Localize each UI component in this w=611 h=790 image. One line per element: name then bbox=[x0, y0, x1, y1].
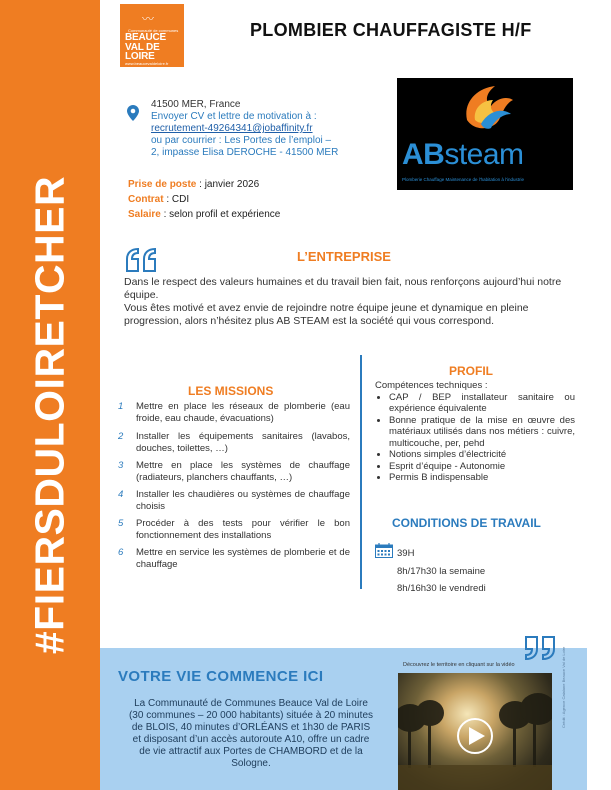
start-value: : janvier 2026 bbox=[196, 179, 260, 190]
entreprise-paragraph-2: Vous êtes motivé et avez envie de rejoindre notre équipe jeune et dynamique en pleine progression, alors n’hésitez plus AB STEAM est la société qui vous correspond. bbox=[124, 302, 529, 327]
calendar-icon bbox=[375, 543, 393, 558]
sidebar bbox=[0, 0, 100, 790]
profil-block bbox=[375, 380, 575, 484]
contract-row bbox=[128, 194, 189, 205]
mission-text: Procéder à des tests pour vérifier le bon fonctionnement des installations bbox=[136, 518, 350, 541]
contact-city: 41500 MER, France bbox=[151, 99, 241, 110]
contact-line2: ou par courrier : Les Portes de l’emploi – bbox=[151, 135, 332, 146]
conditions-hours: 39H bbox=[397, 548, 415, 559]
bird-icon: 〰 bbox=[142, 12, 155, 26]
absteam-wordmark bbox=[402, 138, 524, 172]
absteam-steam: steam bbox=[444, 138, 524, 171]
absteam-ab: AB bbox=[402, 138, 445, 171]
territory-video[interactable] bbox=[398, 673, 552, 790]
logo-name bbox=[125, 33, 166, 62]
salary-value: : selon profil et expérience bbox=[160, 209, 281, 220]
mission-number: 2 bbox=[118, 431, 124, 442]
start-date-row bbox=[128, 179, 259, 190]
mission-number: 4 bbox=[118, 489, 124, 500]
logo-line1: BEAUCE bbox=[125, 32, 167, 43]
conditions-friday: 8h/16h30 le vendredi bbox=[397, 583, 486, 594]
absteam-logo bbox=[397, 78, 573, 190]
logo-url: www.beaucevaldeloire.fr bbox=[125, 61, 169, 66]
mission-number: 1 bbox=[118, 401, 124, 412]
logo-small-text: Communauté de communes bbox=[128, 28, 179, 33]
mission-number: 5 bbox=[118, 518, 124, 529]
location-pin-icon bbox=[127, 105, 139, 121]
profil-item: • Notions simples d’électricité bbox=[389, 449, 575, 461]
conditions-title: CONDITIONS DE TRAVAIL bbox=[392, 516, 541, 530]
mission-item bbox=[118, 460, 350, 483]
mission-item bbox=[118, 489, 350, 512]
start-label: Prise de poste bbox=[128, 179, 197, 190]
mission-text: Mettre en place les systèmes de chauffage (radiateurs, planchers chauffants, …) bbox=[136, 460, 350, 483]
video-scene bbox=[398, 673, 552, 790]
logo-line2: VAL DE bbox=[125, 41, 160, 53]
missions-title: LES MISSIONS bbox=[188, 384, 274, 398]
vie-title: VOTRE VIE COMMENCE ICI bbox=[118, 668, 324, 685]
salary-label: Salaire bbox=[128, 209, 161, 220]
hashtag-text: #FIERSDULOIRETCHER bbox=[26, 175, 73, 655]
quote-open-icon bbox=[124, 247, 160, 273]
logo-line3: LOIRE bbox=[125, 51, 155, 62]
salary-row bbox=[128, 209, 280, 220]
mission-item bbox=[118, 401, 350, 424]
bottom-banner bbox=[100, 648, 587, 790]
mission-text: Installer les équipements sanitaires (lavabos, douches, toilettes, …) bbox=[136, 431, 350, 454]
quote-close-icon bbox=[523, 635, 559, 661]
mission-item bbox=[118, 547, 350, 570]
profil-item: • Bonne pratique de la mise en œuvre des matériaux utilisés dans nos métiers : cuivre, multicouche, per, pehd bbox=[389, 415, 575, 450]
contract-value: : CDI bbox=[163, 194, 190, 205]
contract-label: Contrat bbox=[128, 194, 164, 205]
mission-number: 6 bbox=[118, 547, 124, 558]
vertical-divider bbox=[360, 355, 362, 589]
vie-text: La Communauté de Communes Beauce Val de Loire (30 communes – 20 000 habitants) située à 20 minutes de BLOIS, 40 minutes d’ORLÉANS et 1h30 de PARIS et disposant d’un accès autoroute A10, offre un cadre de vie attractif aux Portes de CHAMBORD et de la Sologne. bbox=[128, 698, 374, 769]
absteam-tagline: Plomberie Chauffage Maintenance de l'habitation à l'industrie bbox=[402, 177, 524, 182]
mission-text: Installer les chaudières ou systèmes de chauffage choisis bbox=[136, 489, 350, 512]
flame-icon bbox=[459, 80, 519, 138]
profil-item: • Permis B indispensable bbox=[389, 472, 575, 484]
profil-item: • Esprit d’équipe - Autonomie bbox=[389, 461, 575, 473]
profil-item: • CAP / BEP installateur sanitaire ou expérience équivalente bbox=[389, 392, 575, 415]
mission-number: 3 bbox=[118, 460, 124, 471]
video-credit: Crédit : Agence Catalane Beauce Val de Loire bbox=[561, 646, 566, 728]
contact-email-link[interactable]: recrutement-49264341@jobaffinity.fr bbox=[151, 123, 313, 134]
beauce-val-de-loire-logo bbox=[120, 4, 184, 67]
entreprise-text bbox=[124, 276, 576, 328]
profil-list bbox=[375, 392, 575, 484]
contact-line3: 2, impasse Elisa DEROCHE - 41500 MER bbox=[151, 147, 339, 158]
mission-text: Mettre en place les réseaux de plomberie (eau froide, eau chaude, évacuations) bbox=[136, 401, 350, 424]
mission-text: Mettre en service les systèmes de plomberie et de chauffage bbox=[136, 547, 350, 570]
conditions-week: 8h/17h30 la semaine bbox=[397, 566, 486, 577]
mission-item bbox=[118, 518, 350, 541]
contact-block bbox=[151, 99, 338, 159]
entreprise-title: L’ENTREPRISE bbox=[297, 249, 391, 264]
mission-item bbox=[118, 431, 350, 454]
profil-intro: Compétences techniques : bbox=[375, 380, 488, 391]
video-caption: Découvrez le territoire en cliquant sur la vidéo bbox=[403, 662, 515, 668]
job-title: PLOMBIER CHAUFFAGISTE H/F bbox=[250, 20, 532, 40]
profil-title: PROFIL bbox=[449, 364, 493, 378]
entreprise-paragraph-1: Dans le respect des valeurs humaines et du travail bien fait, nous renforçons aujourd’hui notre équipe. bbox=[124, 276, 562, 301]
contact-line1: Envoyer CV et lettre de motivation à : bbox=[151, 111, 317, 122]
